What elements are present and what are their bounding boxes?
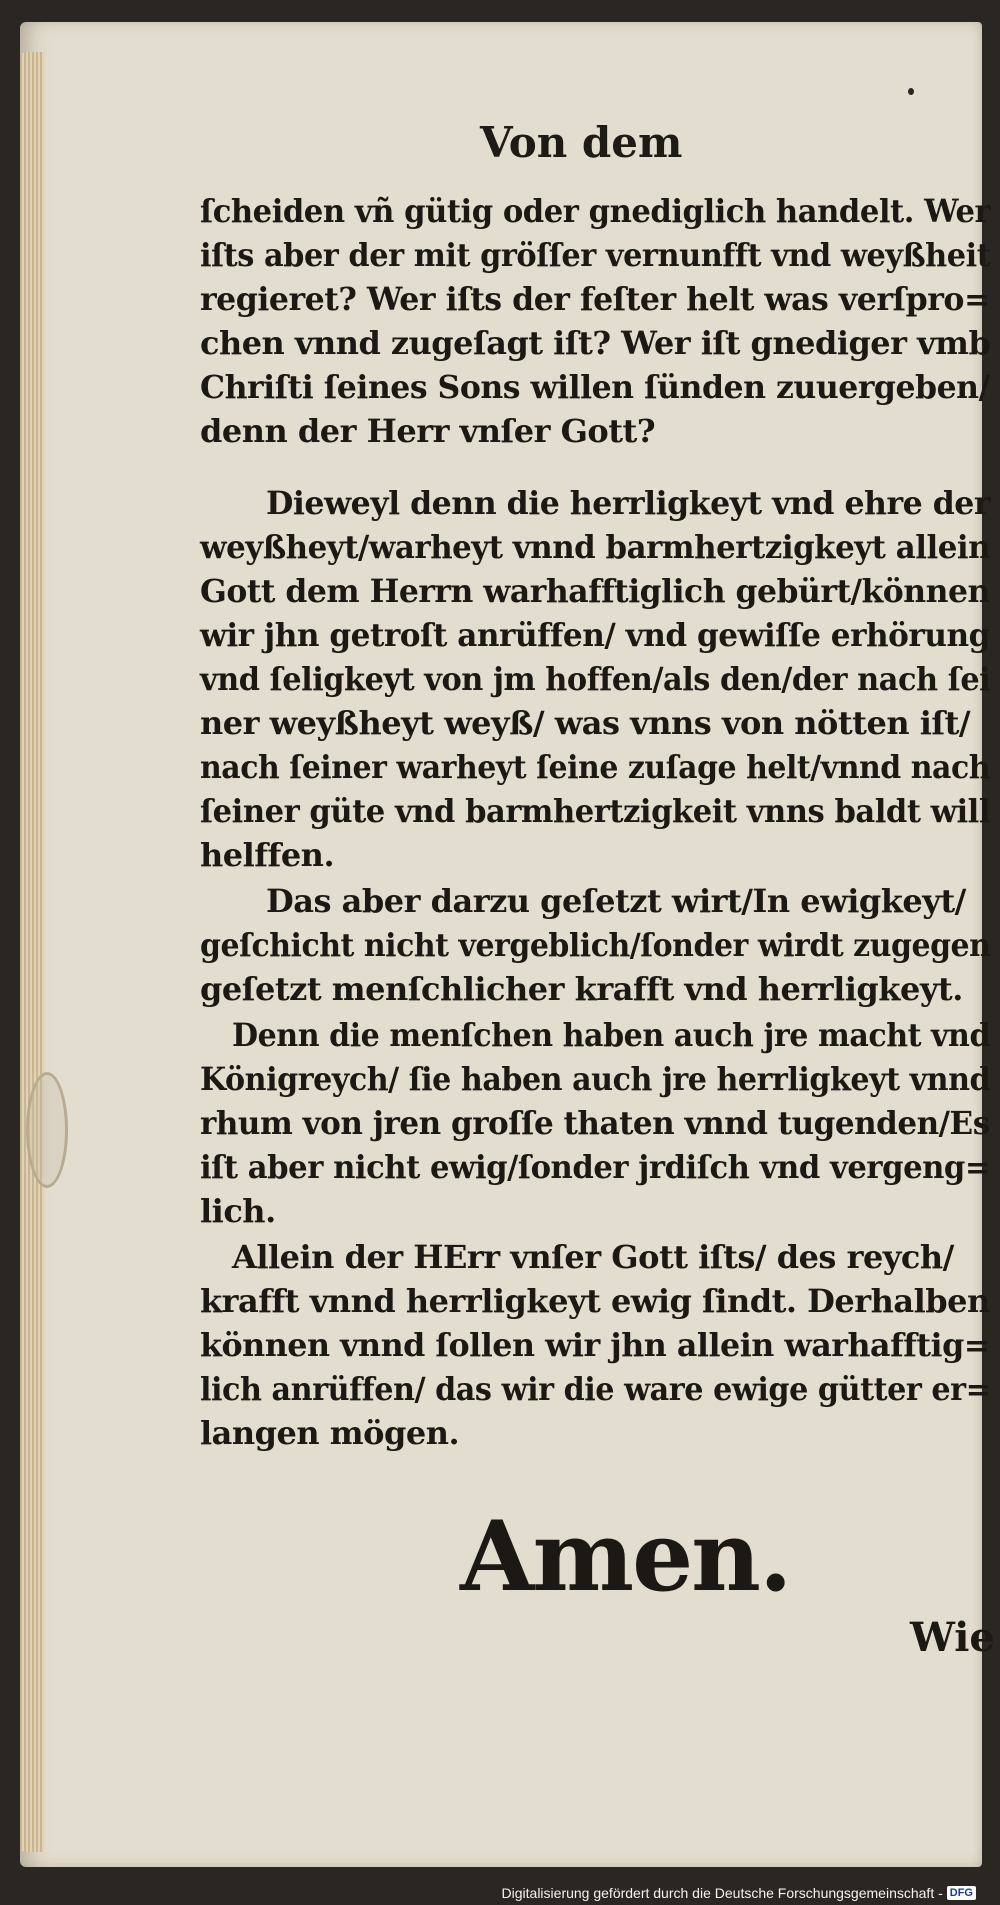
- text-line: geſchicht nicht vergeblich/ſonder wirdt zugegen: [200, 926, 991, 964]
- text-line: Königreych/ ſie haben auch jre herrligkeyt vnnd: [200, 1060, 991, 1098]
- book-page: [20, 22, 995, 1867]
- text-line: Dieweyl denn die herrligkeyt vnd ehre der: [266, 484, 991, 522]
- text-line: rhum von jren groſſe thaten vnnd tugenden/Es: [200, 1104, 990, 1142]
- text-line: langen mögen.: [200, 1414, 460, 1452]
- text-line: ſeiner güte vnd barmhertzigkeit vnns baldt will: [200, 792, 990, 830]
- page-edge: [20, 52, 44, 1852]
- credit-text: Digitalisierung gefördert durch die Deutsche Forschungsgemeinschaft -: [501, 1885, 943, 1901]
- text-line: krafft vnnd herrligkeyt ewig ſindt. Derhalben: [200, 1282, 990, 1320]
- text-line: Allein der HErr vnſer Gott iſts/ des reych/: [232, 1238, 954, 1276]
- text-line: nach ſeiner warheyt ſeine zuſage helt/vnnd nach: [200, 748, 991, 786]
- digitization-credit: [502, 1885, 976, 1901]
- text-line: wir jhn getroſt anrüffen/ vnd gewiſſe erhörung: [200, 616, 990, 654]
- text-line: denn der Herr vnſer Gott?: [200, 412, 656, 450]
- text-line: Denn die menſchen haben auch jre macht vnd: [232, 1016, 991, 1054]
- text-line: iſt aber nicht ewig/ſonder jrdiſch vnd vergeng=: [200, 1148, 991, 1186]
- text-line: chen vnnd zugeſagt iſt? Wer iſt gnediger vmb: [200, 324, 991, 362]
- closing-word: Amen.: [460, 1500, 791, 1613]
- text-line: Chriſti ſeines Sons willen ſünden zuuergeben/: [200, 368, 990, 406]
- clasp-ring: [26, 1072, 68, 1188]
- text-line: helffen.: [200, 836, 335, 874]
- text-line: ner weyßheyt weyß/ was vnns von nötten iſt/: [200, 704, 971, 742]
- text-line: weyßheyt/warheyt vnnd barmhertzigkeyt allein: [200, 528, 991, 566]
- running-head: Von dem: [480, 118, 683, 167]
- text-line: lich.: [200, 1192, 276, 1230]
- text-line: ſcheiden vñ gütig oder gnediglich handelt. Wer: [200, 192, 991, 230]
- text-line: iſts aber der mit gröſſer vernunfft vnd weyßheit: [200, 236, 991, 274]
- text-line: Gott dem Herrn warhafftiglich gebürt/können: [200, 572, 990, 610]
- text-line: geſetzt menſchlicher krafft vnd herrligkeyt.: [200, 970, 963, 1008]
- text-line: Das aber darzu geſetzt wirt/In ewigkeyt/: [266, 882, 966, 920]
- text-line: vnd ſeligkeyt von jm hoffen/als den/der nach ſei: [200, 660, 991, 698]
- catchword: Wie: [910, 1614, 995, 1661]
- text-line: lich anrüffen/ das wir die ware ewige gütter er=: [200, 1370, 991, 1408]
- text-line: können vnnd ſollen wir jhn allein warhafftig=: [200, 1326, 990, 1364]
- text-line: regieret? Wer iſts der feſter helt was verſpro=: [200, 280, 990, 318]
- dfg-logo: DFG: [947, 1886, 976, 1900]
- ink-dot: [908, 88, 914, 95]
